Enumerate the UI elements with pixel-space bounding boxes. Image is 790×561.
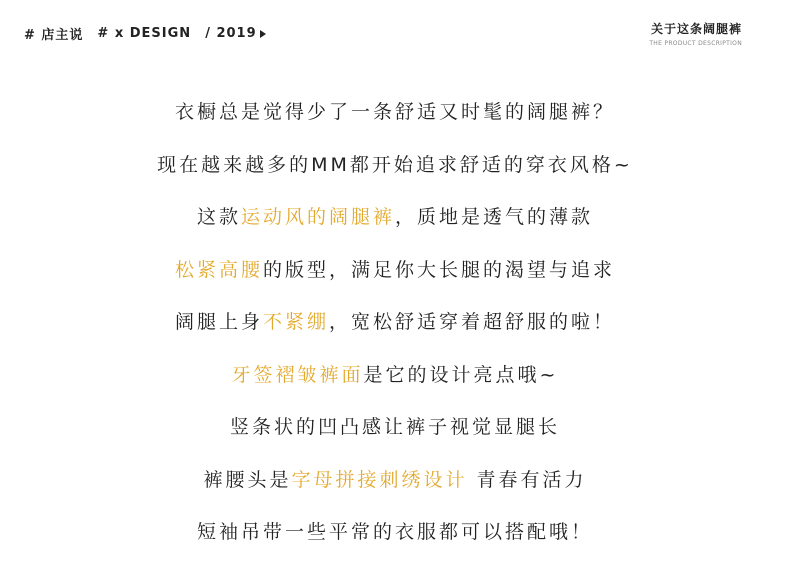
highlight-text: 不紧绷 — [262, 311, 329, 333]
header-tag-shopkeeper: # 店主说 — [24, 28, 84, 43]
body-text: 阔腿上身 — [174, 311, 263, 333]
body-text: ，质地是透气的薄款 — [395, 206, 594, 228]
header-tags — [24, 24, 266, 43]
body-text: 青春有活力 — [467, 468, 587, 491]
play-icon — [260, 30, 266, 38]
section-heading — [649, 20, 742, 47]
body-text: ，宽松舒适穿着超舒服的啦！ — [329, 311, 616, 333]
description-body — [0, 86, 790, 559]
body-text: 衣橱总是觉得少了一条舒适又时髦的阔腿裤？ — [174, 101, 615, 123]
description-line — [0, 191, 790, 244]
header-tag-design: # x DESIGN — [97, 26, 192, 41]
section-subtitle: THE PRODUCT DESCRIPTION — [649, 40, 742, 47]
description-line — [0, 244, 790, 297]
description-line — [0, 506, 790, 559]
header-bar — [0, 0, 790, 52]
body-text: 是它的设计亮点哦~ — [363, 363, 559, 386]
description-line — [0, 139, 790, 192]
description-line — [0, 349, 790, 402]
highlight-text: 牙签褶皱裤面 — [231, 363, 364, 386]
section-title: 关于这条阔腿裤 — [650, 22, 742, 36]
description-line — [0, 86, 790, 139]
highlight-text: 字母拼接刺绣设计 — [291, 468, 468, 491]
header-tag-year — [205, 26, 265, 41]
header-year-text: / 2019 — [205, 26, 257, 41]
description-line — [0, 454, 790, 507]
highlight-text: 运动风的阔腿裤 — [240, 206, 395, 228]
description-line — [0, 401, 790, 454]
body-text: 竖条状的凹凸感让裤子视觉显腿长 — [229, 416, 560, 438]
body-text: 这款 — [196, 206, 241, 228]
highlight-text: 松紧高腰 — [174, 258, 263, 281]
body-text: 裤腰头是 — [203, 468, 292, 491]
body-text: 短袖吊带一些平常的衣服都可以搭配哦！ — [196, 521, 593, 543]
description-line — [0, 296, 790, 349]
body-text: 的版型，满足你大长腿的渴望与追求 — [263, 258, 616, 281]
body-text: 现在越来越多的MM都开始追求舒适的穿衣风格~ — [157, 153, 633, 176]
